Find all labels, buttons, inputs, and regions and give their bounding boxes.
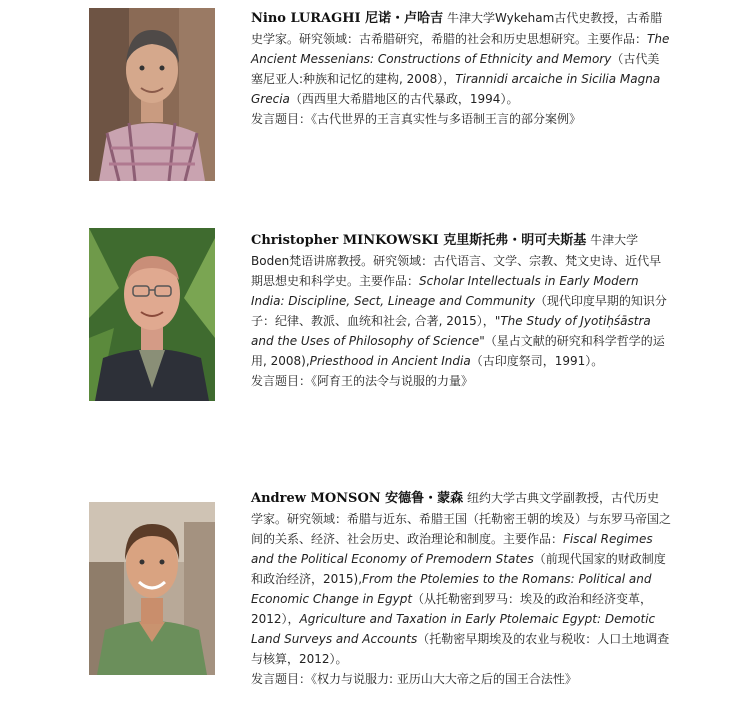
bio-monson — [251, 488, 671, 689]
portrait-photo-monson — [89, 502, 215, 675]
portrait-photo-minkowski — [89, 228, 215, 401]
work-title: Agriculture and Taxation in Early Ptolemaic Egypt: Demotic Land Surveys and Accounts — [251, 612, 656, 646]
work-note: （从托勒密到罗马：埃及的政治和经济变革，2012）， — [251, 592, 653, 626]
bio-intro: 牛津大学Wykeham古代史教授，古希腊史学家。研究领域：古希腊研究，希腊的社会和历史思想研究。主要作品： — [251, 11, 663, 46]
person-name: Christopher MINKOWSKI 克里斯托弗・明可夫斯基 — [251, 233, 587, 248]
talk-title: 《古代世界的王言真实性与多语制王言的部分案例》 — [311, 112, 582, 126]
talk-title: 《权力与说服力: 亚历山大大帝之后的国王合法性》 — [311, 672, 577, 686]
bio-intro: 牛津大学Boden梵语讲席教授。研究领域：古代语言、文学、宗教、梵文史诗、近代早期思想史和科学史。主要作品： — [251, 233, 662, 288]
bio-intro: 纽约大学古典文学副教授，古代历史学家。研究领域：希腊与近东、希腊王国（托勒密王朝的埃及）与东罗马帝国之间的关系、经济、社会历史、政治理论和制度。主要作品： — [251, 491, 672, 546]
work-note: （古印度祭司，1991）。 — [470, 354, 604, 368]
work-title: From the Ptolemies to the Romans: Political and Economic Change in Egypt — [251, 572, 652, 606]
work-title: Scholar Intellectuals in Early Modern India: Discipline, Sect, Lineage and Community — [251, 274, 639, 308]
bio-minkowski — [251, 230, 671, 391]
work-note: （前现代国家的财政制度和政治经济，2015), — [251, 552, 666, 586]
work-title: Fiscal Regimes and the Political Economy of Premodern States — [251, 532, 653, 566]
work-note: （现代印度早期的知识分子：纪律、教派、血统和社会, 合著, 2015）， — [251, 294, 667, 328]
talk-label: 发言题目： — [251, 374, 312, 388]
work-title: The Ancient Messenians: Constructions of Ethnicity and Memory — [251, 32, 670, 66]
work-note: （星占文献的研究和科学哲学的运用, 2008), — [251, 334, 665, 368]
portrait-photo-luraghi — [89, 8, 215, 181]
portrait-photo-icon — [89, 502, 215, 675]
portrait-photo-icon — [89, 228, 215, 401]
work-note: （托勒密早期埃及的农业与税收：人口土地调查与核算，2012）。 — [251, 632, 670, 666]
talk-title: 《阿育王的法令与说服的力量》 — [311, 374, 474, 388]
work-note: （古代美塞尼亚人:种族和记忆的建构, 2008）， — [251, 52, 660, 86]
talk-label: 发言题目： — [251, 112, 312, 126]
talk-label: 发言题目： — [251, 672, 312, 686]
person-name: Nino LURAGHI 尼诺・卢哈吉 — [251, 11, 444, 26]
work-title: "The Study of Jyotiḥśāstra and the Uses of Philosophy of Science" — [251, 314, 651, 348]
person-name: Andrew MONSON 安德鲁・蒙森 — [251, 491, 464, 506]
work-title: Priesthood in Ancient India — [309, 354, 471, 368]
portrait-photo-icon — [89, 8, 215, 181]
work-title: Tirannidi arcaiche in Sicilia Magna Grecia — [251, 72, 661, 106]
work-note: （西西里大希腊地区的古代暴政，1994）。 — [289, 92, 519, 106]
bio-luraghi — [251, 8, 671, 129]
